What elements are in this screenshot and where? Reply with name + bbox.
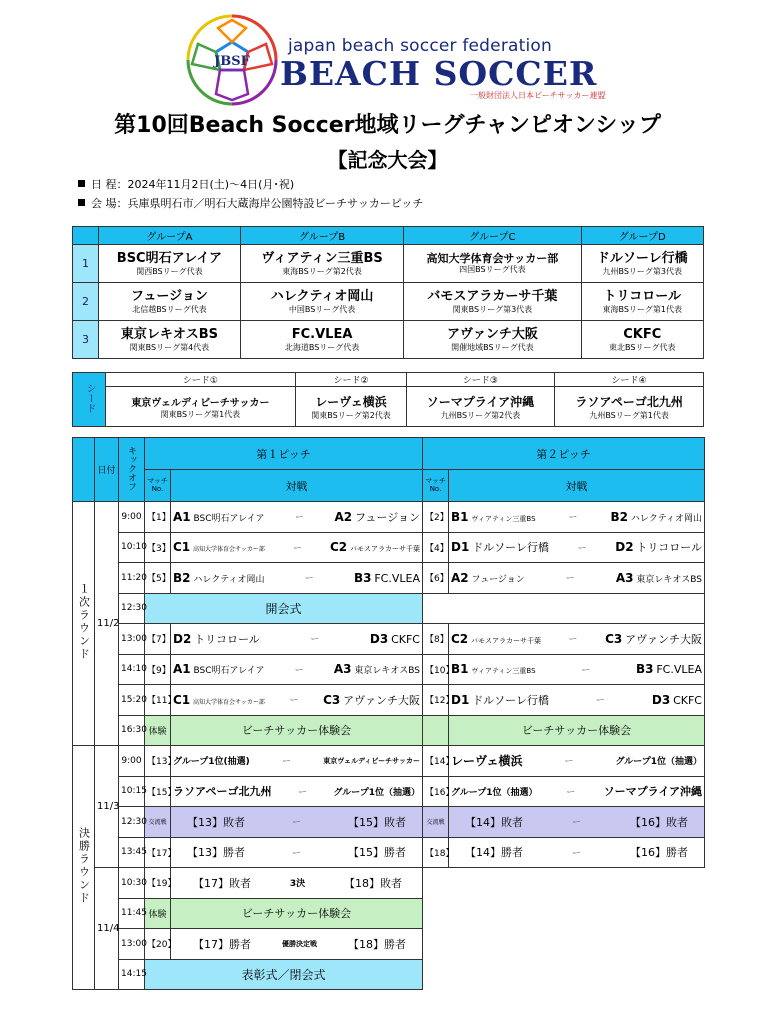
match-cell: B1 ヴィアティン三重BS ー B3 FC.VLEA — [449, 654, 705, 685]
venue-text: 会 場：兵庫県明石市／明石大蔵海岸公園特設ビーチサッカーピッチ — [91, 197, 424, 210]
team-rep: 関東BSリーグ第4代表 — [129, 342, 210, 352]
match-number: 【10】 — [423, 654, 449, 685]
team-rep: 関西BSリーグ代表 — [136, 266, 203, 276]
match-cell: 【14】敗者 ー 【16】敗者 — [449, 807, 705, 838]
match-cell: 【13】敗者 ー 【15】敗者 — [171, 807, 423, 838]
kickoff-time: 15:20 — [119, 685, 145, 716]
team-rep: 北信越BSリーグ代表 — [132, 304, 207, 314]
schedule-table — [72, 437, 705, 990]
group-header: グループB — [240, 227, 403, 245]
group-team-cell — [581, 321, 703, 359]
kickoff-time: 13:45 — [119, 837, 145, 868]
match-number: 【1】 — [145, 502, 171, 533]
exchange-label: 交流戦 — [145, 807, 171, 838]
opening-ceremony: 開会式 — [145, 593, 423, 624]
group-team-cell — [581, 283, 703, 321]
federation-subtitle: 一般財団法人日本ビーチサッカー連盟 — [470, 91, 606, 100]
pitch2-header: 第２ピッチ — [423, 438, 705, 470]
match-cell: グループ1位(抽選) ー 東京ヴェルディビーチサッカー — [171, 746, 423, 777]
team-name: アヴァンチ大阪 — [446, 326, 538, 342]
kickoff-time: 9:00 — [119, 502, 145, 533]
bullet-icon — [78, 199, 85, 206]
team-name: ソーマプライア沖縄 — [426, 394, 535, 409]
team-rep: 関東BSリーグ第2代表 — [311, 410, 391, 420]
kickoff-time: 10:10 — [119, 532, 145, 563]
group-header: グループA — [99, 227, 241, 245]
kickoff-time: 11:20 — [119, 563, 145, 594]
seed-team-cell — [406, 387, 554, 427]
team-rep: 九州BSリーグ第2代表 — [440, 410, 521, 420]
group-team-cell — [99, 283, 241, 321]
date-11-4: 11/4 — [95, 868, 119, 990]
seed-label: シード — [73, 373, 106, 427]
team-name: ハレクティオ岡山 — [270, 288, 374, 304]
team-rep: 開催地域BSリーグ代表 — [451, 342, 534, 352]
team-name: BSC明石アレイア — [116, 250, 223, 266]
group-team-cell — [581, 245, 703, 283]
kickoff-time: 13:00 — [119, 624, 145, 655]
team-rep: 九州BSリーグ第1代表 — [589, 410, 669, 420]
group-team-cell — [240, 245, 403, 283]
seed-team-cell — [105, 387, 296, 427]
exchange-label: 交流戦 — [423, 807, 449, 838]
brand-title: BEACH SOCCER — [280, 54, 598, 93]
kickoff-time: 13:00 — [119, 929, 145, 960]
award-ceremony: 表彰式／閉会式 — [145, 959, 423, 990]
match-cell: A1 BSC明石アレイア ー A3 東京レキオスBS — [171, 654, 423, 685]
kickoff-time: 10:30 — [119, 868, 145, 899]
match-number: 【8】 — [423, 624, 449, 655]
match-number: 【20】 — [145, 929, 171, 960]
kickoff-time: 9:00 — [119, 746, 145, 777]
kickoff-time: 11:45 — [119, 898, 145, 929]
group-header: グループC — [404, 227, 581, 245]
match-cell: グループ1位（抽選） ー ソーマプライア沖縄 — [449, 776, 705, 807]
team-rep: 中国BSリーグ代表 — [288, 304, 356, 314]
seed-header: シード② — [296, 373, 406, 387]
match-cell: 【13】勝者 ー 【15】勝者 — [171, 837, 423, 868]
final-round-label: 決勝ラウンド — [73, 746, 95, 990]
team-rep: 関東BSリーグ第3代表 — [452, 304, 533, 314]
team-rep: 東北BSリーグ代表 — [609, 342, 676, 352]
team-rep: 四国BSリーグ代表 — [459, 265, 526, 275]
match-number: 【11】 — [145, 685, 171, 716]
match-cell: D1 ドルソーレ行橋 ー D3 CKFC — [449, 685, 705, 716]
team-name: 東京ヴェルディビーチサッカー — [131, 397, 270, 409]
group-team-cell — [404, 283, 581, 321]
match-number: 【7】 — [145, 624, 171, 655]
page-subtitle: 【記念大会】 — [327, 148, 448, 172]
seed-header: シード③ — [406, 373, 554, 387]
match-cell: 【17】勝者 優勝決定戦 【18】勝者 — [171, 929, 423, 960]
experience-label: 体験 — [145, 715, 171, 746]
team-rep: 九州BSリーグ第3代表 — [602, 266, 683, 276]
match-cell: A2 フュージョン ー A3 東京レキオスBS — [449, 563, 705, 594]
vs-header: 対戦 — [171, 470, 423, 502]
date-header: 日付 — [95, 438, 119, 502]
match-number: 【14】 — [423, 746, 449, 777]
vs-header: 対戦 — [449, 470, 705, 502]
team-name: ドルソーレ行橋 — [596, 250, 688, 266]
kickoff-time: 12:30 — [119, 807, 145, 838]
match-cell: 【17】敗者 3決 【18】敗者 — [171, 868, 423, 899]
team-name: バモスアラカーサ千葉 — [427, 288, 558, 304]
experience-event: ビーチサッカー体験会 — [171, 898, 423, 929]
federation-name: japan beach soccer federation — [288, 36, 552, 56]
group-header: グループD — [581, 227, 703, 245]
seed-team-cell — [555, 387, 704, 427]
match-number: 【12】 — [423, 685, 449, 716]
team-name: フュージョン — [131, 288, 208, 304]
match-cell: C1 高知大学体育会サッカー部 ー C2 バモスアラカーサ千葉 — [171, 532, 423, 563]
date-line — [78, 176, 294, 192]
team-name: ラソアペーゴ北九州 — [575, 394, 683, 409]
experience-event: ビーチサッカー体験会 — [171, 715, 423, 746]
match-number: 【9】 — [145, 654, 171, 685]
pitch1-header: 第１ピッチ — [145, 438, 423, 470]
match-number: 【16】 — [423, 776, 449, 807]
match-number: 【18】 — [423, 837, 449, 868]
group-row-number: 3 — [73, 321, 99, 359]
match-cell: レーヴェ横浜 ー グループ1位（抽選） — [449, 746, 705, 777]
kickoff-time: 12:30 — [119, 593, 145, 624]
empty-cell — [423, 593, 705, 624]
team-name: ヴィアティン三重BS — [261, 250, 383, 266]
seed-header: シード① — [105, 373, 296, 387]
team-name: レーヴェ横浜 — [315, 394, 387, 409]
match-cell: C2 バモスアラカーサ千葉 ー C3 アヴァンチ大阪 — [449, 624, 705, 655]
round1-label: １次ラウンド — [73, 502, 95, 746]
match-number: 【2】 — [423, 502, 449, 533]
page-title: 第10回Beach Soccer地域リーグチャンピオンシップ — [114, 113, 661, 138]
round-header-cell — [73, 438, 95, 502]
kickoff-time: 10:15 — [119, 776, 145, 807]
seed-table — [72, 372, 704, 427]
venue-line — [78, 195, 423, 211]
kickoff-header: キックオフ — [119, 438, 145, 502]
match-cell: A1 BSC明石アレイア ー A2 フュージョン — [171, 502, 423, 533]
match-number: 【4】 — [423, 532, 449, 563]
match-no-header: マッチ No. — [145, 470, 171, 502]
match-cell: D1 ドルソーレ行橋 ー D2 トリコロール — [449, 532, 705, 563]
match-cell: 【14】勝者 ー 【16】勝者 — [449, 837, 705, 868]
group-row-number: 2 — [73, 283, 99, 321]
team-name: 高知大学体育会サッカー部 — [426, 252, 559, 266]
date-text: 日 程：2024年11月2日(土)～4日(月･祝) — [91, 178, 295, 191]
jbsf-logo — [186, 14, 278, 106]
bullet-icon — [78, 180, 85, 187]
group-table — [72, 226, 704, 359]
seed-header: シード④ — [555, 373, 704, 387]
match-number: 【13】 — [145, 746, 171, 777]
team-rep: 北海道BSリーグ代表 — [284, 342, 360, 352]
date-11-3: 11/3 — [95, 746, 119, 868]
kickoff-time: 14:15 — [119, 959, 145, 990]
experience-label: 体験 — [145, 898, 171, 929]
group-team-cell — [404, 245, 581, 283]
kickoff-time: 16:30 — [119, 715, 145, 746]
match-number: 【3】 — [145, 532, 171, 563]
match-no-header: マッチ No. — [423, 470, 449, 502]
match-number: 【19】 — [145, 868, 171, 899]
match-cell: ラソアペーゴ北九州 ー グループ1位（抽選） — [171, 776, 423, 807]
match-number: 【17】 — [145, 837, 171, 868]
team-rep: 東海BSリーグ第2代表 — [282, 266, 362, 276]
match-cell: B2 ハレクティオ岡山 ー B3 FC.VLEA — [171, 563, 423, 594]
kickoff-time: 14:10 — [119, 654, 145, 685]
match-number: 【5】 — [145, 563, 171, 594]
match-cell: D2 トリコロール ー D3 CKFC — [171, 624, 423, 655]
team-name: トリコロール — [603, 288, 681, 304]
match-number: 【15】 — [145, 776, 171, 807]
empty-cell — [423, 715, 449, 746]
empty-area — [423, 868, 705, 990]
team-rep: 東海BSリーグ第1代表 — [602, 304, 683, 314]
team-name: CKFC — [623, 326, 662, 342]
match-cell: B1 ヴィアティン三重BS ー B2 ハレクティオ岡山 — [449, 502, 705, 533]
logo-text: JBSF — [214, 54, 250, 69]
seed-team-cell — [296, 387, 406, 427]
group-row-number: 1 — [73, 245, 99, 283]
group-team-cell — [99, 245, 241, 283]
group-team-cell — [404, 321, 581, 359]
experience-event: ビーチサッカー体験会 — [449, 715, 705, 746]
group-team-cell — [99, 321, 241, 359]
group-corner — [73, 227, 99, 245]
group-team-cell — [240, 283, 403, 321]
team-name: 東京レキオスBS — [120, 326, 218, 342]
team-name: FC.VLEA — [291, 326, 353, 342]
match-cell: C1 高知大学体育会サッカー部 ー C3 アヴァンチ大阪 — [171, 685, 423, 716]
match-number: 【6】 — [423, 563, 449, 594]
group-team-cell — [240, 321, 403, 359]
team-rep: 関東BSリーグ第1代表 — [160, 409, 241, 419]
date-11-2: 11/2 — [95, 502, 119, 746]
